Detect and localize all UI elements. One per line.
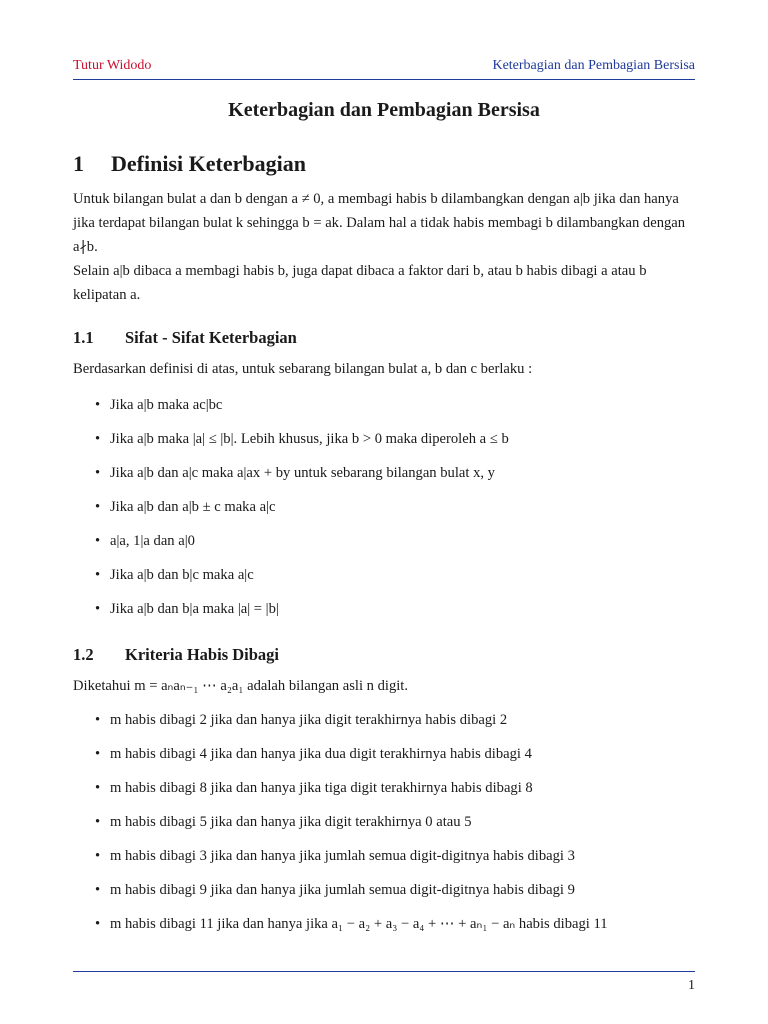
- subsection-heading-1-2: [73, 645, 279, 665]
- section-title: Definisi Keterbagian: [111, 151, 306, 176]
- properties-list: [73, 393, 703, 631]
- definition-paragraph: Untuk bilangan bulat a dan b dengan a ≠ 0, a membagi habis b dilambangkan dengan a|b jika dan hanya jika terdapat bilangan bulat k sehingga b = ak. Dalam hal a tidak habis membagi b dilambangkan dengan a∤b.: [73, 191, 686, 255]
- bullet-icon: •: [95, 567, 101, 583]
- list-item: • Jika a|b maka ac|bc: [73, 393, 703, 427]
- bullet-icon: •: [95, 431, 101, 447]
- list-item: • m habis dibagi 4 jika dan hanya jika dua digit terakhirnya habis dibagi 4: [73, 742, 703, 776]
- subsection-number: 1.2: [73, 645, 94, 664]
- bullet-icon: •: [95, 601, 101, 617]
- subsection-heading-1-1: [73, 328, 297, 348]
- bullet-icon: •: [95, 916, 101, 932]
- list-item: • Jika a|b dan a|c maka a|ax + by untuk sebarang bilangan bulat x, y: [73, 461, 703, 495]
- section-heading-1: [73, 151, 306, 177]
- criteria-list: [73, 708, 703, 946]
- section-number: 1: [73, 151, 84, 176]
- footer-rule: [73, 971, 695, 972]
- bullet-icon: •: [95, 465, 101, 481]
- list-item: • m habis dibagi 5 jika dan hanya jika digit terakhirnya 0 atau 5: [73, 810, 703, 844]
- list-item: • m habis dibagi 9 jika dan hanya jika jumlah semua digit-digitnya habis dibagi 9: [73, 878, 703, 912]
- subsection-number: 1.1: [73, 328, 94, 347]
- bullet-icon: •: [95, 397, 101, 413]
- bullet-icon: •: [95, 814, 101, 830]
- list-item: • m habis dibagi 3 jika dan hanya jika jumlah semua digit-digitnya habis dibagi 3: [73, 844, 703, 878]
- bullet-icon: •: [95, 712, 101, 728]
- list-item: • m habis dibagi 2 jika dan hanya jika digit terakhirnya habis dibagi 2: [73, 708, 703, 742]
- list-item: • m habis dibagi 11 jika dan hanya jika a₁ − a₂ + a₃ − a₄ + ⋯ + aₙ₁ − aₙ habis dibagi 11: [73, 912, 703, 946]
- bullet-icon: •: [95, 746, 101, 762]
- list-item: • Jika a|b maka |a| ≤ |b|. Lebih khusus, jika b > 0 maka diperoleh a ≤ b: [73, 427, 703, 461]
- list-item: • a|a, 1|a dan a|0: [73, 529, 703, 563]
- bullet-icon: •: [95, 499, 101, 515]
- list-item: • Jika a|b dan b|a maka |a| = |b|: [73, 597, 703, 631]
- bullet-icon: •: [95, 848, 101, 864]
- reading-paragraph: Selain a|b dibaca a membagi habis b, juga dapat dibaca a faktor dari b, atau b habis dibagi a atau b kelipatan a.: [73, 263, 647, 303]
- page-number: 1: [688, 978, 695, 993]
- list-item: • Jika a|b dan b|c maka a|c: [73, 563, 703, 597]
- subsection-title: Kriteria Habis Dibagi: [125, 645, 279, 664]
- properties-intro: Berdasarkan definisi di atas, untuk sebarang bilangan bulat a, b dan c berlaku :: [73, 361, 533, 377]
- header-running-title: Keterbagian dan Pembagian Bersisa: [492, 58, 695, 73]
- document-title: Keterbagian dan Pembagian Bersisa: [228, 99, 540, 121]
- bullet-icon: •: [95, 533, 101, 549]
- bullet-icon: •: [95, 882, 101, 898]
- header-rule: [73, 79, 695, 80]
- list-item: • m habis dibagi 8 jika dan hanya jika tiga digit terakhirnya habis dibagi 8: [73, 776, 703, 810]
- bullet-icon: •: [95, 780, 101, 796]
- subsection-title: Sifat - Sifat Keterbagian: [125, 328, 297, 347]
- list-item: • Jika a|b dan a|b ± c maka a|c: [73, 495, 703, 529]
- header-author: Tutur Widodo: [73, 58, 152, 73]
- criteria-intro: Diketahui m = aₙaₙ₋₁ ⋯ a₂a₁ adalah bilangan asli n digit.: [73, 678, 409, 694]
